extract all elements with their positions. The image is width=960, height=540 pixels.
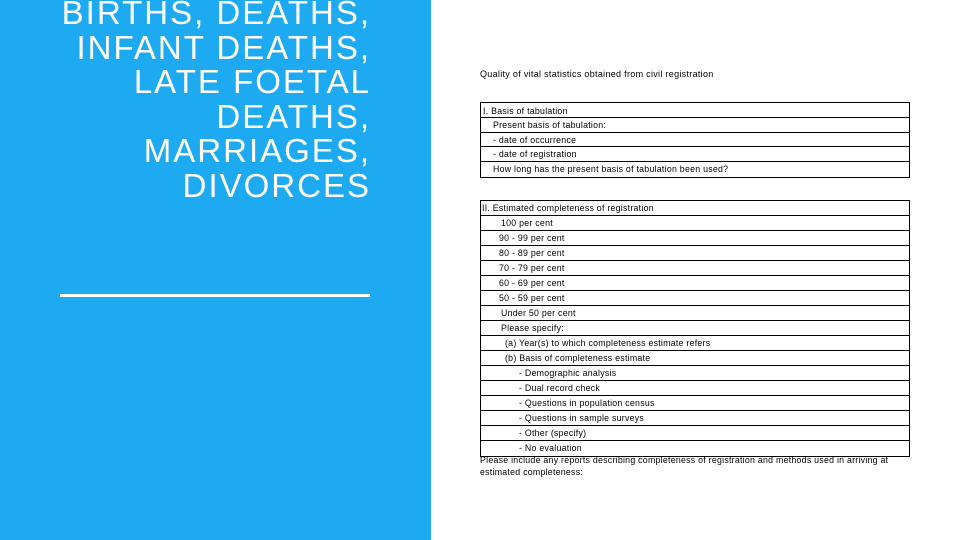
table-row: 50 - 59 per cent — [481, 291, 909, 306]
document-heading: Quality of vital statistics obtained from civil registration — [480, 69, 714, 79]
table-row: Please specify: — [481, 321, 909, 336]
table-row: - Other (specify) — [481, 426, 909, 441]
table-row: - Dual record check — [481, 381, 909, 396]
table-row: Under 50 per cent — [481, 306, 909, 321]
footer-note: Please include any reports describing completeness of registration and methods used in arriving at estimated completeness: — [480, 455, 889, 477]
table-row: 70 - 79 per cent — [481, 261, 909, 276]
table-row: (a) Year(s) to which completeness estimate refers — [481, 336, 909, 351]
table-row: 60 - 69 per cent — [481, 276, 909, 291]
section-heading-completeness: II. Estimated completeness of registration — [481, 201, 909, 216]
table-row: - Demographic analysis — [481, 366, 909, 381]
table-row: (b) Basis of completeness estimate — [481, 351, 909, 366]
completeness-table — [480, 200, 910, 457]
section-heading-basis: I. Basis of tabulation — [481, 103, 909, 118]
table-row: - date of registration — [481, 147, 909, 162]
table-row: Present basis of tabulation: — [481, 118, 909, 133]
title-panel — [0, 0, 431, 540]
slide-title: BIRTHS, DEATHS, INFANT DEATHS, LATE FOETAL DEATHS, MARRIAGES, DIVORCES — [61, 0, 371, 204]
title-underline — [60, 294, 370, 297]
table-row: - date of occurrence — [481, 133, 909, 148]
table-row: - Questions in population census — [481, 396, 909, 411]
table-row: 80 - 89 per cent — [481, 246, 909, 261]
table-row: 100 per cent — [481, 216, 909, 231]
table-row: 90 - 99 per cent — [481, 231, 909, 246]
table-row: How long has the present basis of tabulation been used? — [493, 164, 729, 174]
basis-of-tabulation-table — [480, 102, 910, 178]
table-row: - Questions in sample surveys — [481, 411, 909, 426]
table-row: - No evaluation — [519, 443, 582, 453]
